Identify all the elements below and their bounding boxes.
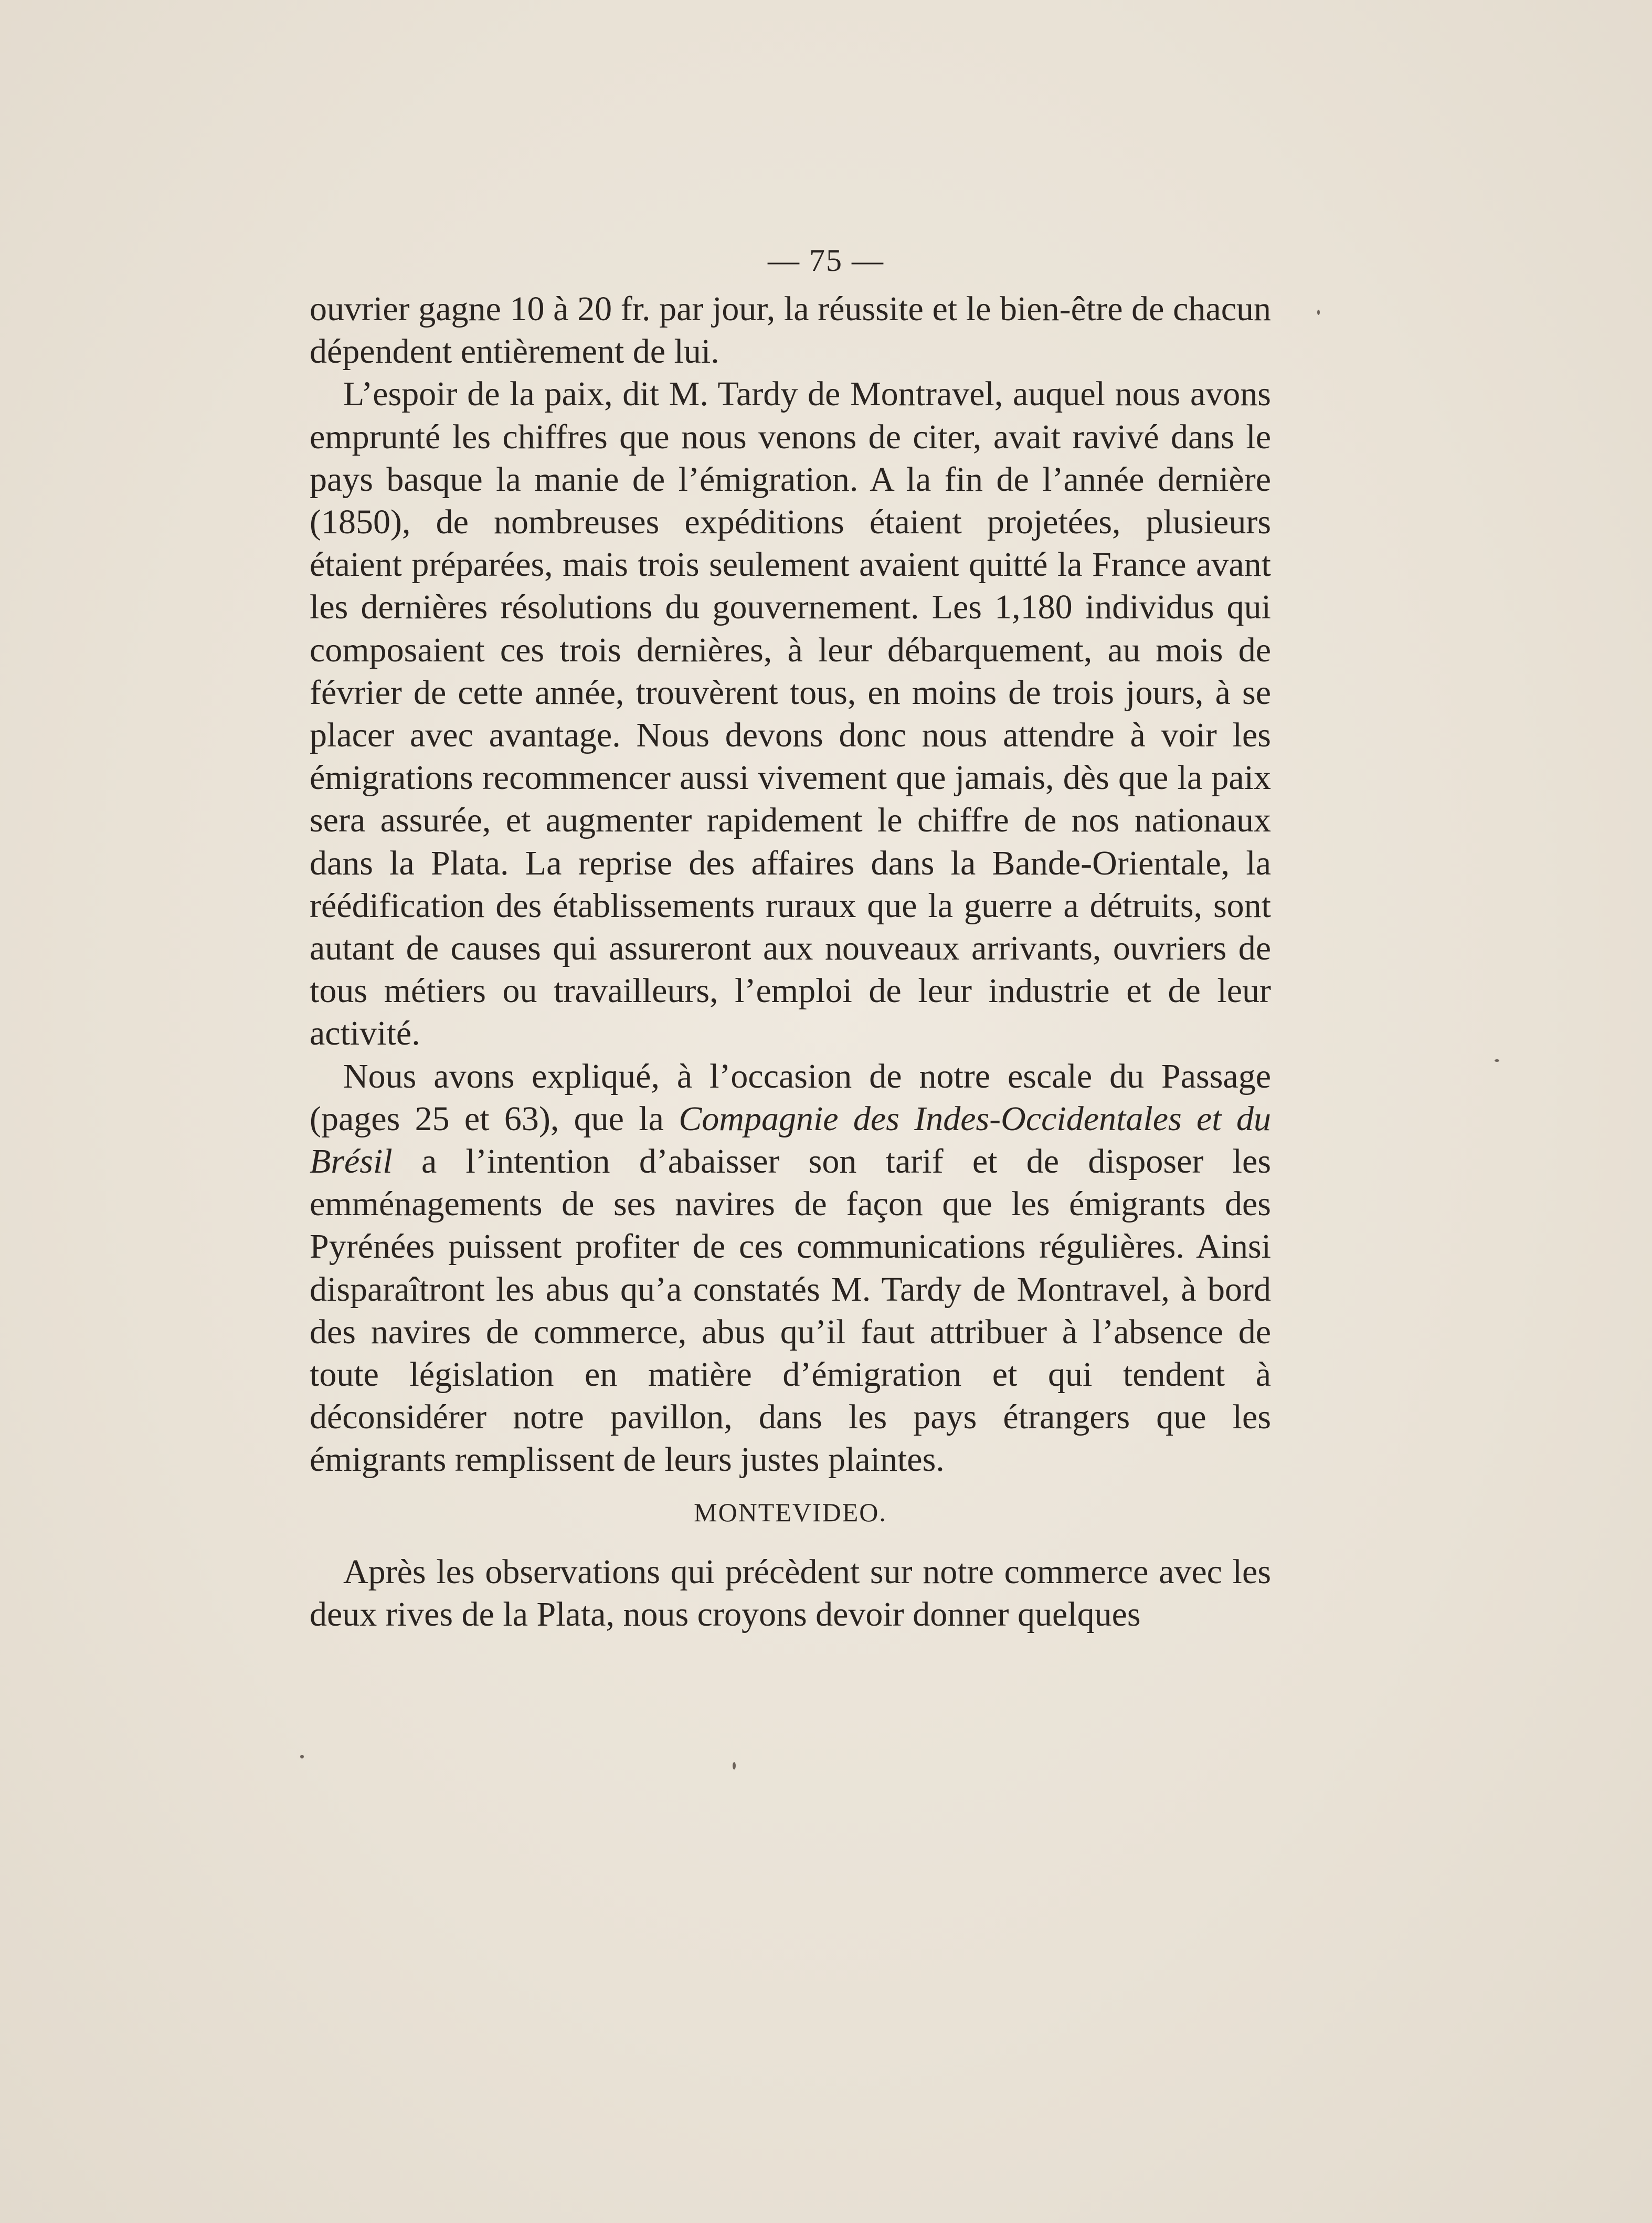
- paper-speck: [733, 1762, 736, 1769]
- paragraph-compagnie: [310, 1055, 1271, 1481]
- paragraph-continuation: ouvrier gagne 10 à 20 fr. par jour, la réussite et le bien-être de chacun dépendent entièrement de lui.: [310, 290, 1271, 371]
- body-text: [310, 288, 1271, 1636]
- section-heading: MONTEVIDEO.: [694, 1497, 887, 1527]
- page-number: — 75 —: [768, 243, 884, 278]
- paragraph-emigration: L’espoir de la paix, dit M. Tardy de Montravel, auquel nous avons emprunté les chiffres que nous venons de citer, avait ravivé dans le pays basque la manie de l’émigration. A la fin de l’année dernière (1850), de nombreuses expéditions étaient projetées, plusieurs étaient préparées, mais trois seulement avaient quitté la France avant les dernières résolutions du gouvernement. Les 1,180 individus qui composaient ces trois dernières, à leur débarquement, au mois de février de cette année, trouvèrent tous, en moins de trois jours, à se placer avec avantage. Nous devons donc nous attendre à voir les émigrations recommencer aussi vivement que jamais, dès que la paix sera assurée, et augmenter rapidement le chiffre de nos nationaux dans la Plata. La reprise des affaires dans la Bande-Orientale, la réédification des établissements ruraux que la guerre a détruits, sont autant de causes qui assureront aux nouveaux arrivants, ouvriers de tous métiers ou travailleurs, l’emploi de leur industrie et de leur activité.: [310, 375, 1271, 1053]
- paragraph-compagnie-end: a l’intention d’abaisser son tarif et de disposer les emménagements de ses navires de façon que les émigrants des Pyrénées puissent profiter de ces communications régulières. Ainsi disparaîtront les abus qu’a constatés M. Tardy de Montravel, à bord des navires de commerce, abus qu’il faut attribuer à l’absence de toute législation en matière d’émigration et qui tendent à déconsidérer notre pavillon, dans les pays étrangers que les émigrants remplissent de leurs justes plaintes.: [310, 1142, 1271, 1479]
- paper-speck: [300, 1755, 304, 1758]
- company-name: Compagnie des Indes-Occidentales et du Brésil: [310, 1099, 1271, 1181]
- paper-speck: [1317, 310, 1320, 315]
- paragraph-montevideo: Après les observations qui précèdent sur notre commerce avec les deux rives de la Plata, nous croyons devoir donner quelques: [310, 1552, 1271, 1634]
- paper-speck: [1495, 1059, 1499, 1062]
- paragraph-compagnie-start: Nous avons expliqué, à l’occasion de notre escale du Passage (pages 25 et 63), que la: [310, 1057, 1271, 1138]
